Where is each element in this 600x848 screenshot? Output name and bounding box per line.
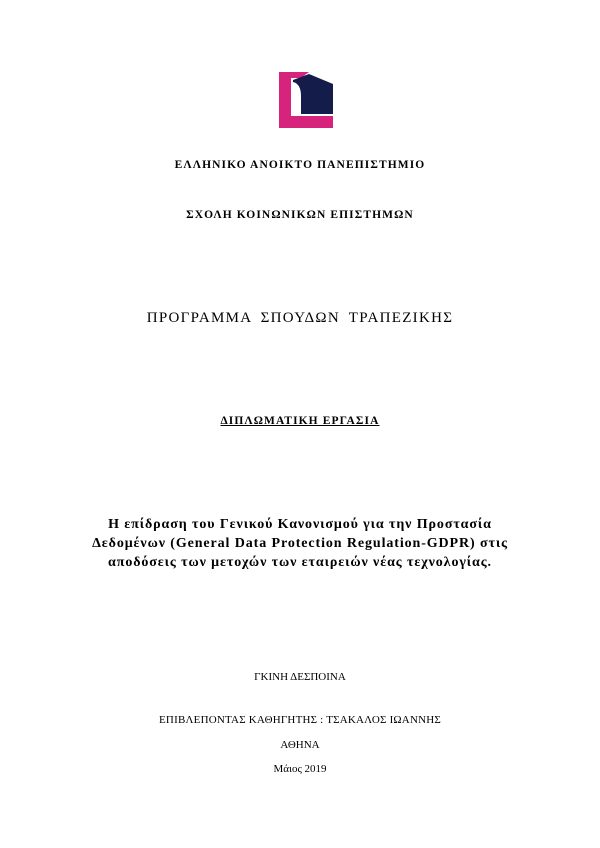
- university-logo: [279, 72, 333, 128]
- school-name: ΣΧΟΛΗ ΚΟΙΝΩΝΙΚΩΝ ΕΠΙΣΤΗΜΩΝ: [186, 209, 414, 221]
- thesis-type-heading: ΔΙΠΛΩΜΑΤΙΚΗ ΕΡΓΑΣΙΑ: [220, 415, 380, 427]
- program-name: ΠΡΟΓΡΑΜΜΑ ΣΠΟΥΔΩΝ ΤΡΑΠΕΖΙΚΗΣ: [146, 310, 454, 326]
- author-name: ΓΚΙΝΗ ΔΕΣΠΟΙΝΑ: [254, 671, 346, 683]
- city: ΑΘΗΝΑ: [280, 739, 320, 751]
- university-name: ΕΛΛΗΝΙΚΟ ΑΝΟΙΚΤΟ ΠΑΝΕΠΙΣΤΗΜΙΟ: [174, 159, 426, 171]
- thesis-title-line-1: Η επίδραση του Γενικού Κανονισμού για την Προστασία: [108, 517, 492, 532]
- thesis-title: [0, 515, 600, 572]
- date: Μάιος 2019: [273, 763, 327, 775]
- thesis-title-line-3: αποδόσεις των μετοχών των εταιρειών νέας τεχνολογίας.: [108, 555, 492, 570]
- thesis-title-line-2: Δεδομένων (General Data Protection Regulation-GDPR) στις: [92, 536, 508, 551]
- supervisor-line: ΕΠΙΒΛΕΠΟΝΤΑΣ ΚΑΘΗΓΗΤΗΣ : ΤΣΑΚΑΛΟΣ ΙΩΑΝΝΗΣ: [159, 714, 441, 726]
